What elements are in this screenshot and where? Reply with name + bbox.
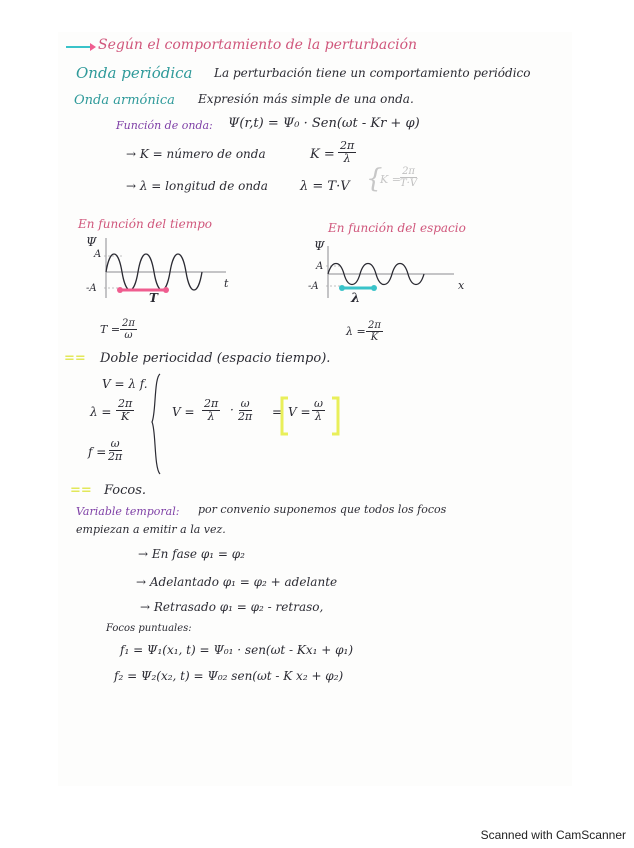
tiempo-x-axis: t [224, 277, 229, 290]
numero-onda-fraction [338, 140, 356, 165]
tiempo-marker: T [149, 291, 158, 305]
onda-armonica-definition: Expresión más simple de una onda. [198, 92, 414, 106]
focos-f2: f₂ = Ψ₂(x₂, t) = Ψ₀₂ sen(ωt - K x₂ + φ₂) [114, 669, 344, 683]
longitud-onda-formula: λ = T·V [300, 179, 350, 194]
tiempo-amp-neg: -A [86, 283, 97, 294]
doble-boxed-fraction [312, 398, 325, 423]
doble-v-den2: 2π [238, 410, 253, 424]
espacio-formula-lhs: λ = [346, 325, 366, 338]
doble-lambda-lhs: λ = [90, 405, 112, 419]
numero-onda-text: → K = número de onda [126, 147, 266, 161]
tiempo-formula-lhs: T = [100, 323, 121, 336]
onda-periodica-definition: La perturbación tiene un comportamiento periódico [214, 66, 531, 80]
doble-boxed-lhs: V = [288, 405, 311, 419]
doble-v-num1: 2π [204, 397, 219, 410]
numero-onda-lhs: K = [310, 147, 335, 162]
focos-variable-text: por convenio suponemos que todos los focos [198, 503, 447, 516]
longitud-side-fraction [400, 166, 417, 189]
heading-arrow-icon [66, 42, 96, 52]
focos-retrasado: → Retrasado φ₁ = φ₂ - retraso, [140, 600, 324, 614]
espacio-y-axis: Ψ [314, 239, 325, 253]
longitud-side-lhs: K = [380, 173, 401, 186]
doble-f-den: 2π [108, 450, 123, 464]
doble-lambda-num: 2π [118, 397, 133, 410]
brace-faint: { [366, 164, 383, 194]
onda-periodica-term: Onda periódica [76, 64, 193, 82]
focos-f1: f₁ = Ψ₁(x₁, t) = Ψ₀₁ · sen(ωt - Kx₁ + φ₁) [120, 643, 354, 657]
doble-v-fraction-2 [238, 398, 252, 423]
tiempo-formula-fraction [120, 318, 137, 341]
espacio-amp-pos: A [316, 261, 324, 272]
doble-v-lhs: V = [172, 405, 195, 419]
doble-boxed-num: ω [314, 397, 323, 410]
espacio-title: En función del espacio [328, 221, 466, 235]
doble-brace-icon [150, 374, 164, 474]
focos-variable-label: Variable temporal: [76, 505, 180, 518]
doble-v-eq: V = λ f. [102, 377, 148, 391]
longitud-onda-text: → λ = longitud de onda [126, 179, 268, 193]
onda-armonica-term: Onda armónica [74, 93, 175, 108]
espacio-amp-neg: -A [308, 281, 319, 292]
doble-dot: · [230, 403, 234, 417]
doble-lambda-den: K [121, 410, 130, 424]
tiempo-y-axis: Ψ [86, 235, 97, 249]
doble-lambda-fraction [116, 398, 134, 423]
espacio-formula-fraction [366, 320, 383, 343]
espacio-formula-num: 2π [368, 320, 381, 331]
focos-fase: → En fase φ₁ = φ₂ [138, 547, 245, 561]
espacio-wave-plot [322, 246, 472, 306]
funcion-onda-label: Función de onda: [116, 119, 213, 132]
longitud-side-den: T·V [400, 178, 418, 189]
doble-v-den1: λ [207, 410, 215, 424]
tiempo-formula-num: 2π [122, 318, 135, 329]
doble-title: Doble periocidad (espacio tiempo). [100, 351, 331, 366]
doble-eq: = [272, 405, 283, 419]
doble-f-lhs: f = [88, 445, 107, 459]
espacio-formula-den: K [370, 332, 379, 343]
longitud-side-num: 2π [402, 166, 415, 177]
doble-f-fraction [108, 438, 122, 463]
focos-marker: == [70, 483, 92, 498]
funcion-onda-formula: Ψ(r,t) = Ψ₀ · Sen(ωt - Kr + φ) [228, 116, 420, 131]
doble-f-num: ω [110, 437, 120, 450]
doble-v-num2: ω [240, 397, 250, 410]
doble-boxed-den: λ [315, 410, 322, 424]
scanner-watermark: Scanned with CamScanner [480, 828, 626, 842]
tiempo-title: En función del tiempo [78, 217, 213, 231]
espacio-marker: λ [351, 291, 361, 306]
numero-onda-num: 2π [340, 139, 355, 152]
doble-v-fraction-1 [202, 398, 220, 423]
tiempo-formula-den: ω [124, 330, 133, 341]
focos-adelantado: → Adelantado φ₁ = φ₂ + adelante [136, 575, 338, 589]
doble-marker: == [64, 351, 86, 366]
espacio-x-axis: x [458, 279, 465, 292]
focos-variable-text2: empiezan a emitir a la vez. [76, 523, 226, 536]
focos-title: Focos. [104, 483, 147, 498]
focos-puntuales: Focos puntuales: [106, 623, 192, 634]
tiempo-wave-plot [100, 238, 240, 308]
tiempo-amp-pos: A [94, 249, 102, 260]
heading-text: Según el comportamiento de la perturbación [98, 37, 418, 53]
numero-onda-den: λ [343, 152, 351, 166]
